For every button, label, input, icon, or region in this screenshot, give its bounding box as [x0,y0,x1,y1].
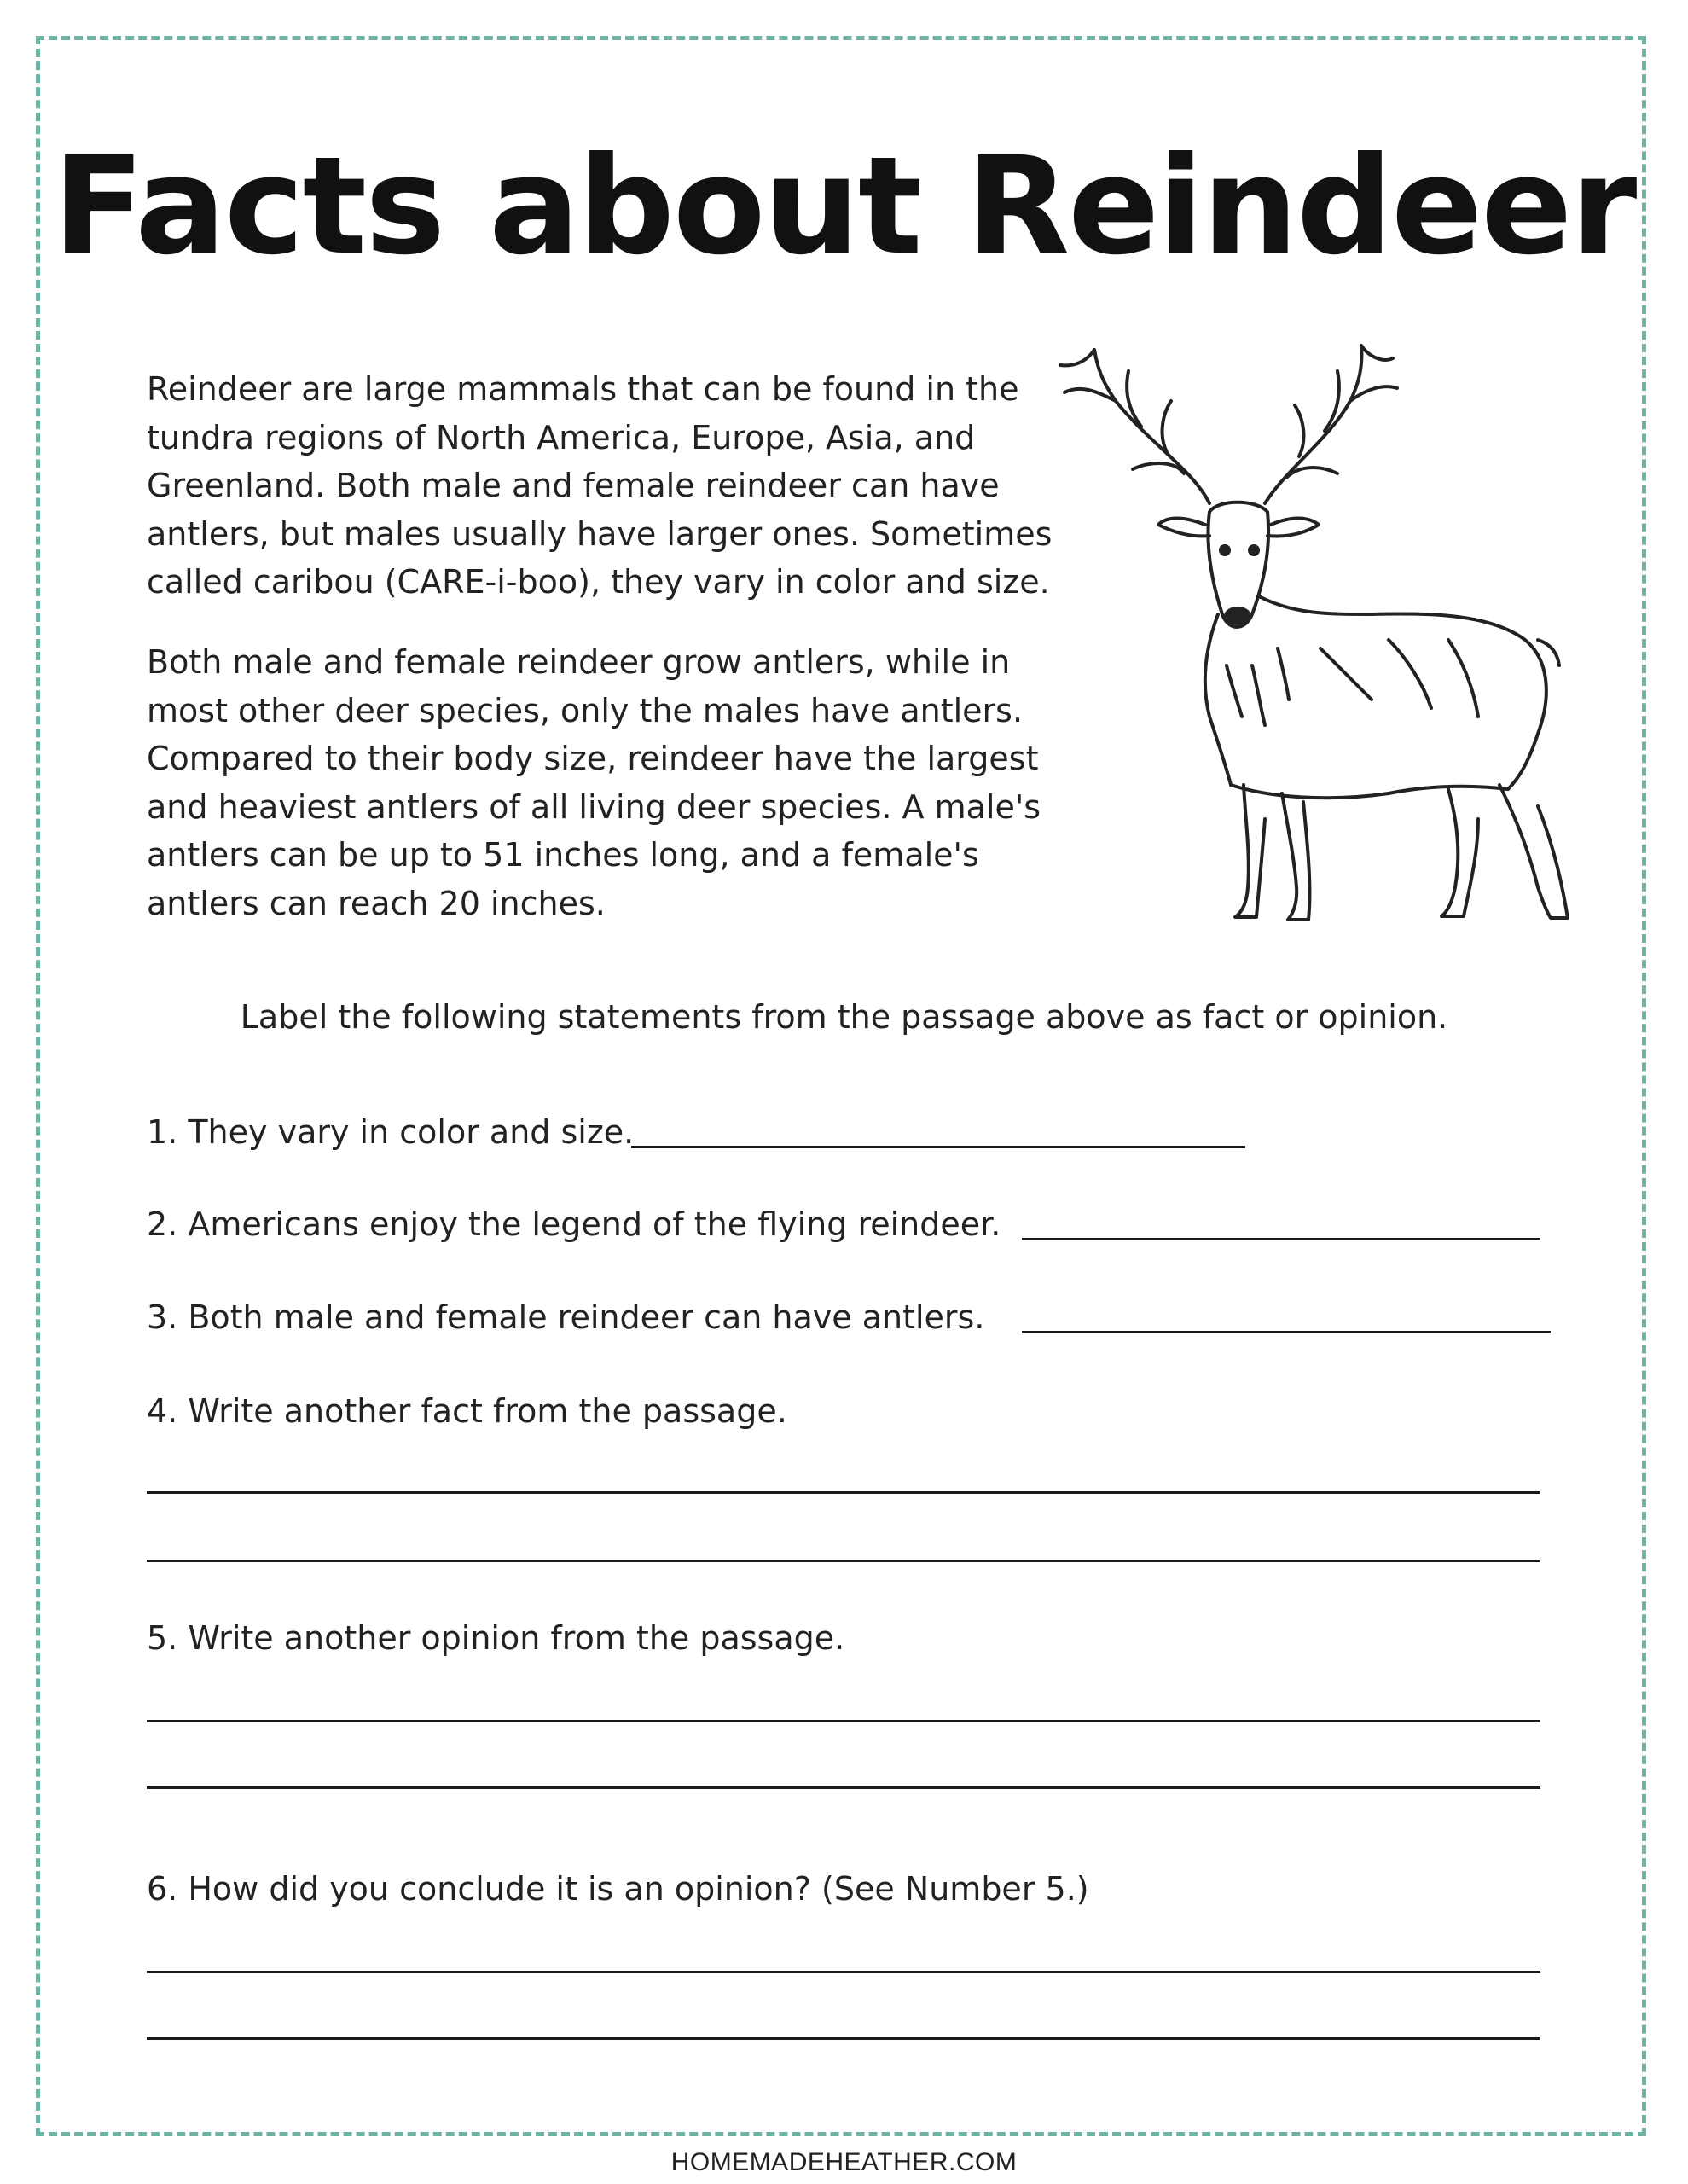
worksheet-title: Facts about Reindeer [52,128,1636,285]
answer-line-5b[interactable] [147,1786,1540,1789]
answer-line-3[interactable] [1022,1331,1551,1333]
passage-paragraph-2: Both male and female reindeer grow antlers, while in most other deer species, only the males have antlers. Compared to their body size, reindeer have the largest and heaviest antlers of all living deer species. A male's antlers can be up to 51 inches long, and a female's antlers can reach 20 inches. [147,643,1041,922]
question-3: 3. Both male and female reindeer can have antlers. [147,1298,985,1336]
answer-line-1[interactable] [631,1146,1245,1148]
passage-paragraph-1: Reindeer are large mammals that can be found in the tundra regions of North America, Europe, Asia, and Greenland. Both male and female reindeer can have antlers, but males usually have larger ones. Sometimes called caribou (CARE-i-boo), they vary in color and size. [147,370,1053,601]
reindeer-illustration [1047,341,1576,930]
answer-line-4a[interactable] [147,1491,1540,1494]
question-4: 4. Write another fact from the passage. [147,1392,787,1430]
instruction-text: Label the following statements from the passage above as fact or opinion. [240,998,1448,1036]
answer-line-6b[interactable] [147,2037,1540,2040]
answer-line-5a[interactable] [147,1720,1540,1722]
answer-line-6a[interactable] [147,1971,1540,1973]
question-2: 2. Americans enjoy the legend of the flying reindeer. [147,1205,1001,1243]
question-6: 6. How did you conclude it is an opinion? (See Number 5.) [147,1870,1089,1908]
question-5: 5. Write another opinion from the passage. [147,1619,845,1657]
answer-line-2[interactable] [1022,1238,1540,1240]
question-1: 1. They vary in color and size. [147,1113,635,1151]
answer-line-4b[interactable] [147,1560,1540,1562]
site-footer: HOMEMADEHEATHER.COM [670,2148,1018,2176]
